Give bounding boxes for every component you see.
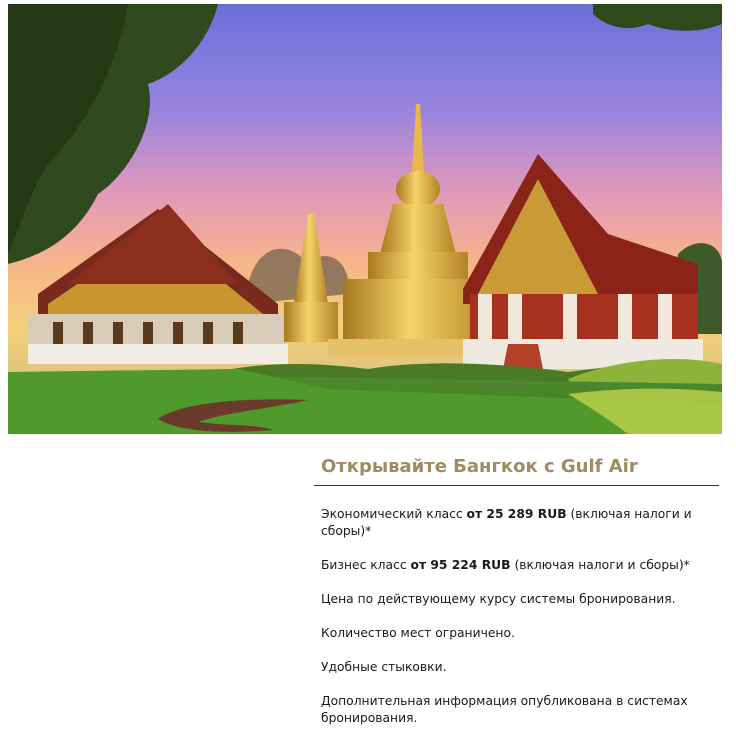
offer-content — [314, 456, 719, 740]
note-limited-seats: Количество мест ограничено. — [321, 626, 515, 640]
offer-headline: Открывайте Бангкок с Gulf Air — [314, 456, 719, 486]
note-more-info: Дополнительная информация опубликована в системах бронирования. — [321, 694, 688, 725]
business-note: (включая налоги и сборы)* — [510, 558, 690, 572]
economy-note: (включая налоги и сборы)* — [321, 507, 692, 538]
business-price: от 95 224 RUB — [410, 558, 511, 572]
note-exchange-rate: Цена по действующему курсу системы бронирования. — [321, 592, 676, 606]
business-label: Бизнес класс — [321, 558, 411, 572]
economy-fare — [321, 506, 719, 540]
business-fare — [321, 557, 719, 574]
economy-price: от 25 289 RUB — [466, 507, 567, 521]
hero-image — [8, 4, 722, 434]
offer-details — [314, 486, 719, 727]
economy-label: Экономический класс — [321, 507, 467, 521]
note-connections: Удобные стыковки. — [321, 660, 447, 674]
